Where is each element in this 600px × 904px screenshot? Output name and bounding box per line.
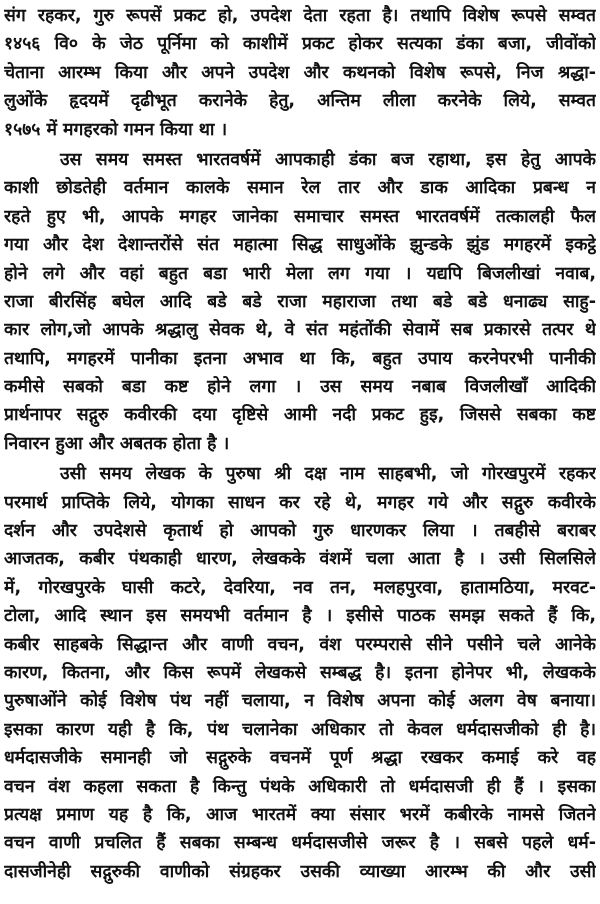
text-line: रहते हुए भी, आपके मगहर जानेका समाचार समस्त भारतवर्षमें तत्कालही फैल — [4, 206, 596, 227]
text-line: परमार्थ प्राप्तिके लिये, योगका साधन कर रहे थे, मगहर गये और सद्गुरु कवीरके — [4, 492, 596, 513]
text-line: धर्मदासजीके समानही जो सद्गुरुके वचनमें पूर्ण श्रद्धा रखकर कमाई करे वह — [4, 748, 596, 769]
text-line: कार लोग,जो आपके श्रद्धालु सेवक थे, वे संत महंतोंकी सेवामें सब प्रकारसे तत्पर थे — [4, 320, 596, 341]
paragraph — [4, 460, 596, 886]
text-line: प्रत्यक्ष प्रमाण यह है कि, आज भारतमें क्या संसार भरमें कबीरके नामसे जितने — [4, 804, 596, 825]
text-line: उसी समय लेखक के पुरुषा श्री दक्ष नाम साहबभी, जो गोरखपुरमें रहकर — [60, 464, 596, 485]
text-line: कारण, कितना, और किस रूपमें लेखकसे सम्बद्ध है। इतना होनेपर भी, लेखकके — [4, 662, 596, 683]
text-line: निवारन हुआ और अबतक होता है । — [4, 433, 230, 454]
text-line: दर्शन और उपदेशसे कृतार्थ हो आपको गुरु धारणकर लिया । तबहीसे बराबर — [4, 521, 596, 542]
text-line: काशी छोडतेही वर्तमान कालके समान रेल तार और डाक आदिका प्रबन्ध न — [4, 178, 596, 199]
text-line: वचन वाणी प्रचलित हैं सबका सम्बन्ध धर्मदासजीसे जरूर है । सबसे पहले धर्म- — [4, 833, 596, 854]
paragraph — [4, 2, 596, 144]
text-line: वचन वंश कहला सकता है किन्तु पंथके अधिकारी तो धर्मदासजी ही हैं । इसका — [4, 776, 596, 797]
text-line: चेताना आरम्भ किया और अपने उपदेश और कथनको विशेष रूपसे, निज श्रद्धा- — [4, 62, 596, 83]
document-page — [4, 2, 596, 888]
text-line: लुओंके हृदयमें दृढीभूत करानेके हेतु, अन्तिम लीला करनेके लिये, सम्वत — [4, 91, 596, 112]
text-line: संग रहकर, गुरु रूपसें प्रकट हो, उपदेश देता रहता है। तथापि विशेष रूपसे सम्वत — [4, 6, 596, 26]
text-line: आजतक, कबीर पंथकाही धारण, लेखकके वंशमें चला आता है । उसी सिलसिले — [4, 549, 596, 570]
text-line: दासजीनेही सद्गुरुकी वाणीको संग्रहकर उसकी व्याख्या आरम्भ की और उसी — [4, 861, 596, 882]
text-line: गया और देश देशान्तरोंसे संत महात्मा सिद्ध साधुओंके झुन्डके झुंड मगहरमें इकट्ठे — [4, 235, 596, 256]
text-line: होने लगे और वहां बहुत बडा भारी मेला लग गया । यद्यपि बिजलीखां नवाब, — [4, 263, 596, 284]
text-line: टोला, आदि स्थान इस समयभी वर्तमान है । इसीसे पाठक समझ सकते हैं कि, — [4, 606, 596, 627]
text-line: तथापि, मगहरमें पानीका इतना अभाव था कि, बहुत उपाय करनेपरभी पानीकी — [4, 348, 596, 369]
text-line: में, गोरखपुरके घासी कटरे, देवरिया, नव तन, मलहपुरवा, हाताम‍ठिया, मरवट- — [4, 577, 596, 598]
text-line: १५७५ में मगहरको गमन किया था । — [4, 119, 228, 140]
text-line: राजा बीरसिंह बघेल आदि बडे बडे राजा महाराजा तथा बडे बडे धनाढ्य साहु- — [4, 291, 596, 312]
text-line: प्रार्थनापर सद्गुरु कवीरकी दया दृष्टिसे आमी नदी प्रकट हुइ, जिससे सबका कष्ट — [4, 405, 596, 426]
text-line: इसका कारण यही है कि, पंथ चलानेका अधिकार तो केवल धर्मदासजीको ही है। — [4, 719, 596, 740]
text-line: पुरुषाओंने कोई विशेष पंथ नहीं चलाया, न विशेष अपना कोई अलग वेष बनाया। — [4, 691, 596, 712]
text-line: कमीसे सबको बडा कष्ट होने लगा । उस समय नबाब विजलीखाँ आदिकी — [4, 377, 596, 398]
text-line: १४५६ वि० के जेठ पूर्निमा को काशीमें प्रकट होकर सत्यका डंका बजा, जीवोंको — [4, 34, 596, 55]
paragraph — [4, 146, 596, 458]
text-line: उस समय समस्त भारतवर्षमें आपकाही डंका बज रहाथा, इस हेतु आपके — [60, 149, 596, 170]
text-line: कबीर साहबके सिद्धान्त और वाणी वचन, वंश परम्परासे सीने पसीने चले आनेके — [4, 634, 596, 655]
